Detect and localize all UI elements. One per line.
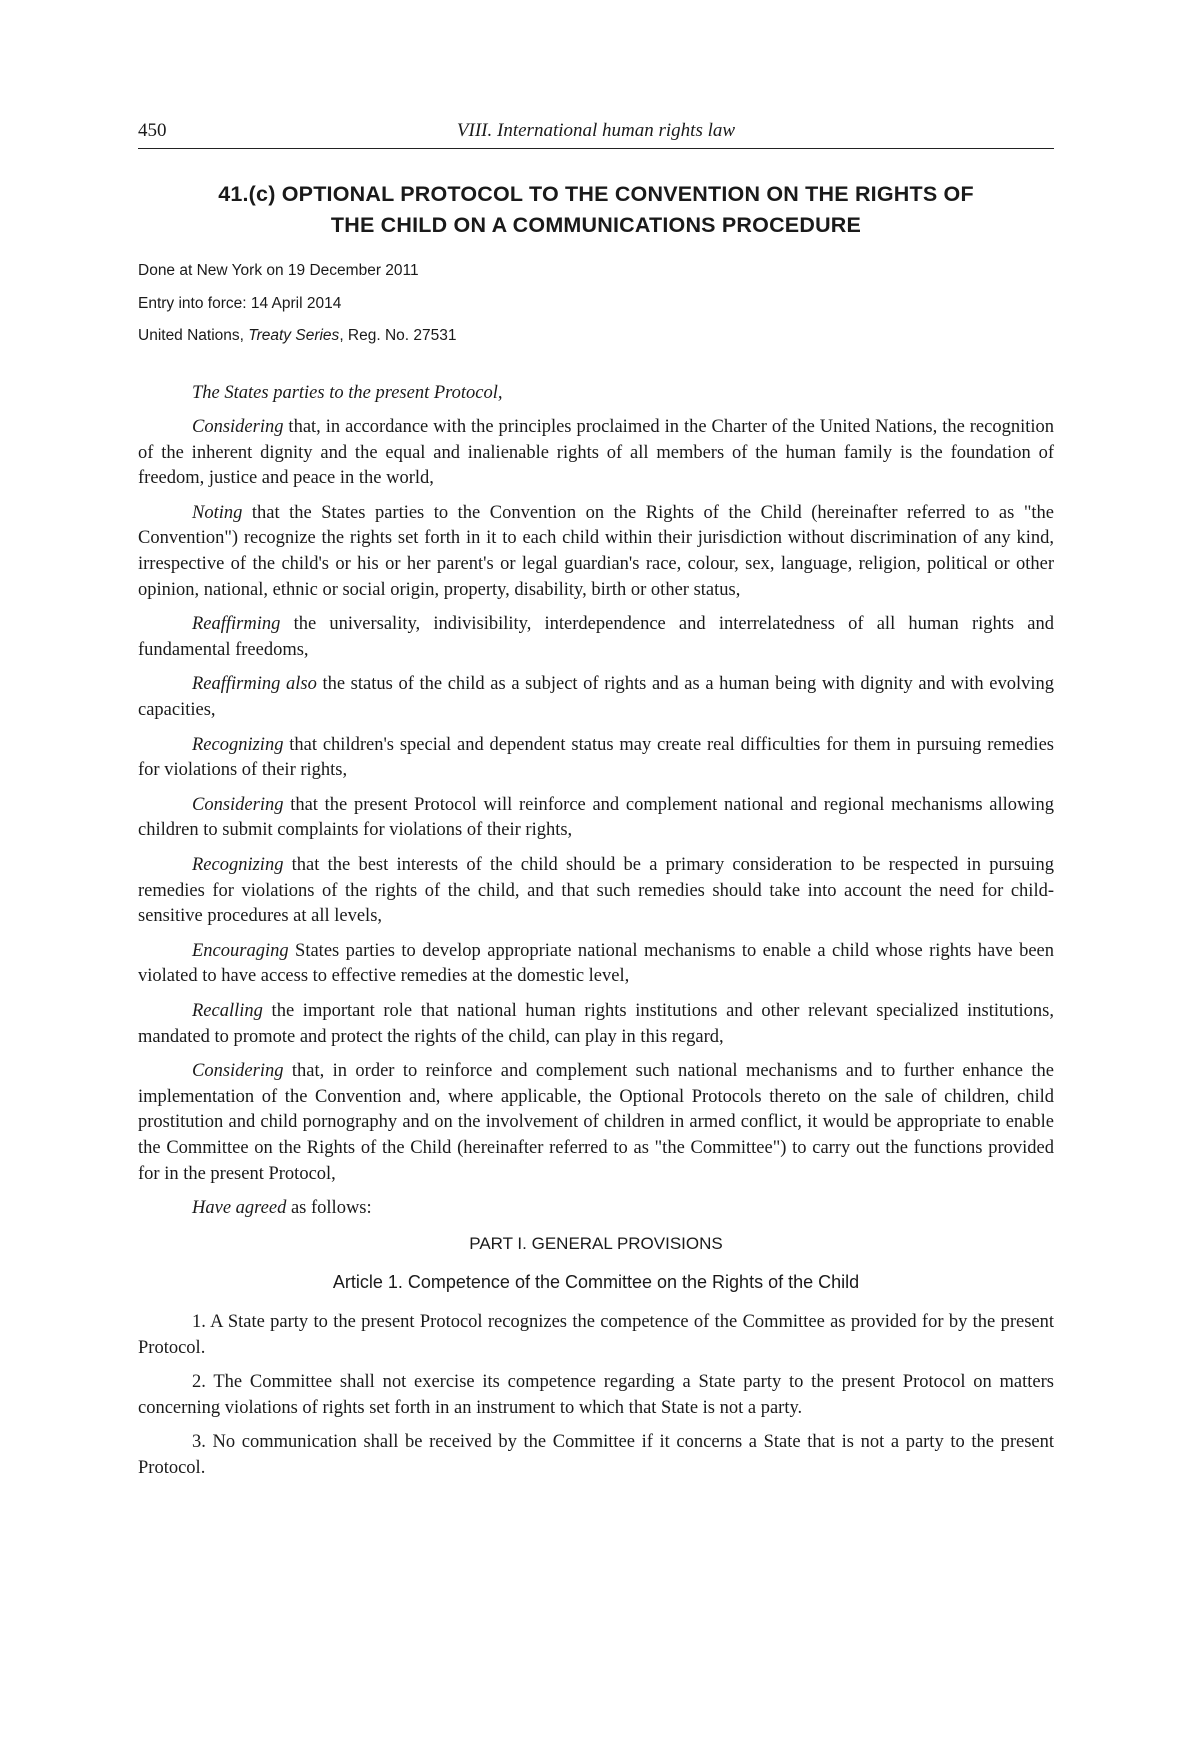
article-paragraph: 1. A State party to the present Protocol recognizes the competence of the Committee as provided for by the present Protocol.: [138, 1312, 1054, 1358]
title-line-2: THE CHILD ON A COMMUNICATIONS PROCEDURE: [330, 213, 862, 237]
preamble-opening: The States parties to the present Protocol,: [192, 382, 503, 403]
running-section-title: VIII. International human rights law: [456, 120, 736, 141]
preamble-paragraph: Considering that, in order to reinforce and complement such national mechanisms and to further enhance the implementation of the Convention and, where applicable, the Optional Protocols thereto on the sale of children, child prostitution and child pornography and on the involvement of children in armed conflict, it would be appropriate to enable the Committee on the Rights of the Child (hereinafter referred to as "the Committee") to carry out the functions provided for in the present Protocol,: [138, 1060, 1054, 1185]
document-page: [138, 118, 1054, 1490]
article-heading: Article 1. Competence of the Committee on the Rights of the Child: [332, 1272, 860, 1293]
done-at-line: Done at New York on 19 December 2011: [138, 262, 419, 279]
preamble-paragraph: Reaffirming also the status of the child as a subject of rights and as a human being with dignity and with evolving capacities,: [138, 674, 1054, 721]
registration-number: , Reg. No. 27531: [339, 327, 457, 344]
un-prefix: United Nations,: [138, 327, 249, 344]
preamble-paragraph: Considering that the present Protocol will reinforce and complement national and regional mechanisms allowing children to submit complaints for violations of their rights,: [138, 794, 1054, 841]
preamble-paragraph: Recognizing that the best interests of the child should be a primary consideration to be respected in pursuing remedies for violations of the rights of the child, and that such remedies should take into account the need for child-sensitive procedures at all levels,: [138, 854, 1054, 927]
protocol-body: [138, 381, 1054, 1482]
treaty-series-line: [138, 320, 1054, 353]
preamble-paragraph: Recognizing that children's special and dependent status may create real difficulties for them in pursuing remedies for violations of their rights,: [138, 734, 1054, 781]
title-line-1: 41.(c) OPTIONAL PROTOCOL TO THE CONVENTION ON THE RIGHTS OF: [218, 182, 974, 206]
running-head: [138, 118, 1054, 149]
preamble-paragraph: Reaffirming the universality, indivisibility, interdependence and interrelatedness of all human rights and fundamental freedoms,: [138, 614, 1054, 661]
article-paragraph: 3. No communication shall be received by the Committee if it concerns a State that is not a party to the present Protocol.: [138, 1432, 1054, 1479]
part-heading: PART I. GENERAL PROVISIONS: [469, 1233, 723, 1253]
document-title: [138, 179, 1054, 241]
page-number: 450: [138, 120, 167, 141]
preamble-paragraph: Have agreed as follows:: [192, 1198, 372, 1219]
preamble-paragraph: Encouraging States parties to develop appropriate national mechanisms to enable a child whose rights have been violated to have access to effective remedies at the domestic level,: [138, 940, 1054, 987]
entry-into-force-line: Entry into force: 14 April 2014: [138, 294, 342, 312]
article-paragraph: 2. The Committee shall not exercise its competence regarding a State party to the present Protocol on matters concerning violations of rights set forth in an instrument to which that State is not a party.: [138, 1372, 1054, 1419]
preamble-paragraph: Considering that, in accordance with the principles proclaimed in the Charter of the United Nations, the recognition of the inherent dignity and the equal and inalienable rights of all members of the human family is the foundation of freedom, justice and peace in the world,: [138, 416, 1054, 489]
preamble-paragraph: Noting that the States parties to the Convention on the Rights of the Child (hereinafter referred to as "the Convention") recognize the rights set forth in it to each child within their jurisdiction without discrimination of any kind, irrespective of the child's or his or her parent's or legal guardian's race, colour, sex, language, religion, political or other opinion, national, ethnic or social origin, property, disability, birth or other status,: [138, 502, 1054, 601]
treaty-series-title: Treaty Series: [248, 327, 340, 344]
treaty-metadata: [138, 255, 1054, 353]
preamble-paragraph: Recalling the important role that national human rights institutions and other relevant specialized institutions, mandated to promote and protect the rights of the child, can play in this regard,: [138, 1000, 1054, 1047]
